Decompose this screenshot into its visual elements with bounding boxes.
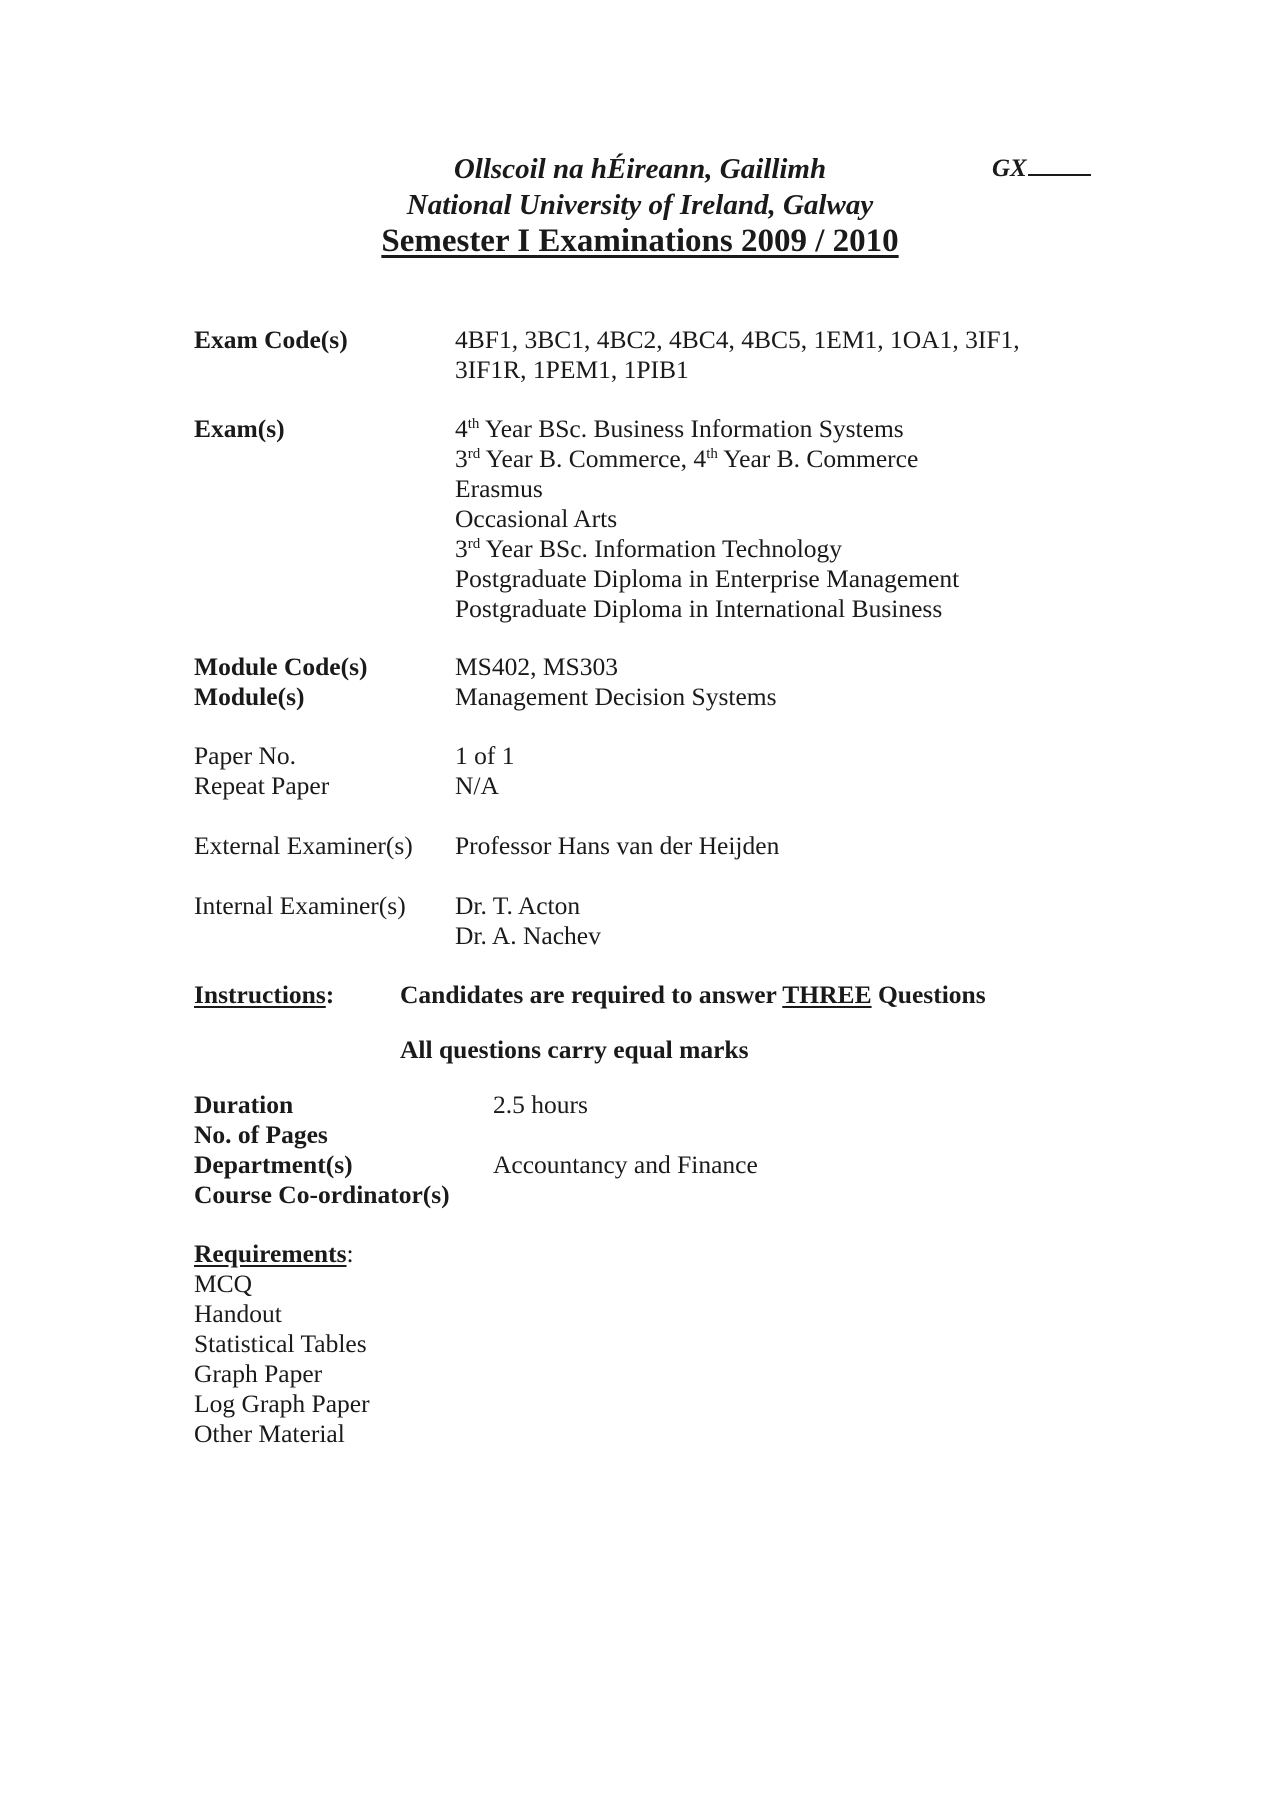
repeat-paper-value: N/A (455, 771, 499, 800)
module-codes-label: Module Code(s) (194, 652, 368, 681)
exams-label: Exam(s) (194, 414, 285, 443)
instructions-label: Instructions: (194, 980, 335, 1009)
module-name-label: Module(s) (194, 682, 305, 711)
exam-item-erasmus: Erasmus (455, 474, 543, 503)
department-label: Department(s) (194, 1150, 353, 1179)
requirements-label: Requirements: (194, 1239, 354, 1268)
details-labels (194, 1090, 450, 1210)
exam-item-pg-enterprise: Postgraduate Diploma in Enterprise Management (455, 564, 960, 593)
requirements-list (194, 1269, 370, 1449)
module-labels (194, 652, 368, 712)
requirement-statistical-tables: Statistical Tables (194, 1329, 367, 1358)
repeat-paper-label: Repeat Paper (194, 771, 330, 800)
department-value: Accountancy and Finance (493, 1150, 758, 1179)
paper-no-label: Paper No. (194, 741, 296, 770)
paper-labels (194, 741, 329, 801)
exam-item-bis: 4th Year BSc. Business Information Systems (455, 414, 904, 443)
external-examiner-label: External Examiner(s) (194, 831, 413, 860)
gx-label: GX (992, 155, 1027, 182)
no-of-pages-value (493, 1120, 758, 1150)
duration-value: 2.5 hours (493, 1090, 588, 1119)
exam-session-title: Semester I Examinations 2009 / 2010 (381, 223, 899, 259)
requirements-section (194, 1239, 370, 1449)
requirement-handout: Handout (194, 1299, 282, 1328)
gx-blank-line (1028, 173, 1091, 176)
internal-examiner-1: Dr. T. Acton (455, 891, 581, 920)
requirement-log-graph-paper: Log Graph Paper (194, 1389, 370, 1418)
requirement-mcq: MCQ (194, 1269, 253, 1298)
instructions-three-emphasis: THREE (782, 980, 872, 1009)
instructions-line-2: All questions carry equal marks (400, 1035, 749, 1064)
exam-item-pg-international: Postgraduate Diploma in International Business (455, 594, 943, 623)
internal-examiner-label: Internal Examiner(s) (194, 891, 406, 920)
requirement-graph-paper: Graph Paper (194, 1359, 323, 1388)
exam-codes-line-1: 4BF1, 3BC1, 4BC2, 4BC4, 4BC5, 1EM1, 1OA1, 3IF1, (455, 325, 1020, 354)
paper-values (455, 741, 515, 801)
internal-examiner-2: Dr. A. Nachev (455, 921, 601, 950)
module-name-value: Management Decision Systems (455, 682, 777, 711)
details-values (493, 1090, 758, 1180)
instructions-line-1: Candidates are required to answer THREE Questions (400, 980, 986, 1009)
course-coordinator-label: Course Co-ordinator(s) (194, 1180, 450, 1209)
requirement-other-material: Other Material (194, 1419, 345, 1448)
exam-codes-value (455, 325, 1020, 385)
module-codes-value: MS402, MS303 (455, 652, 618, 681)
exam-item-it: 3rd Year BSc. Information Technology (455, 534, 843, 563)
university-name-english: National University of Ireland, Galway (406, 189, 874, 221)
exam-item-commerce: 3rd Year B. Commerce, 4th Year B. Commerce (455, 444, 919, 473)
university-name-irish: Ollscoil na hÉireann, Gaillimh (453, 153, 827, 185)
exams-list (455, 414, 959, 624)
no-of-pages-label: No. of Pages (194, 1120, 328, 1149)
exam-codes-label: Exam Code(s) (194, 325, 348, 354)
exam-item-occasional-arts: Occasional Arts (455, 504, 618, 533)
gx-field (992, 154, 1091, 184)
paper-no-value: 1 of 1 (455, 741, 515, 770)
duration-label: Duration (194, 1090, 294, 1119)
exam-codes-line-2: 3IF1R, 1PEM1, 1PIB1 (455, 355, 689, 384)
external-examiner-value: Professor Hans van der Heijden (455, 831, 780, 860)
module-values (455, 652, 777, 712)
internal-examiner-values (455, 891, 601, 951)
